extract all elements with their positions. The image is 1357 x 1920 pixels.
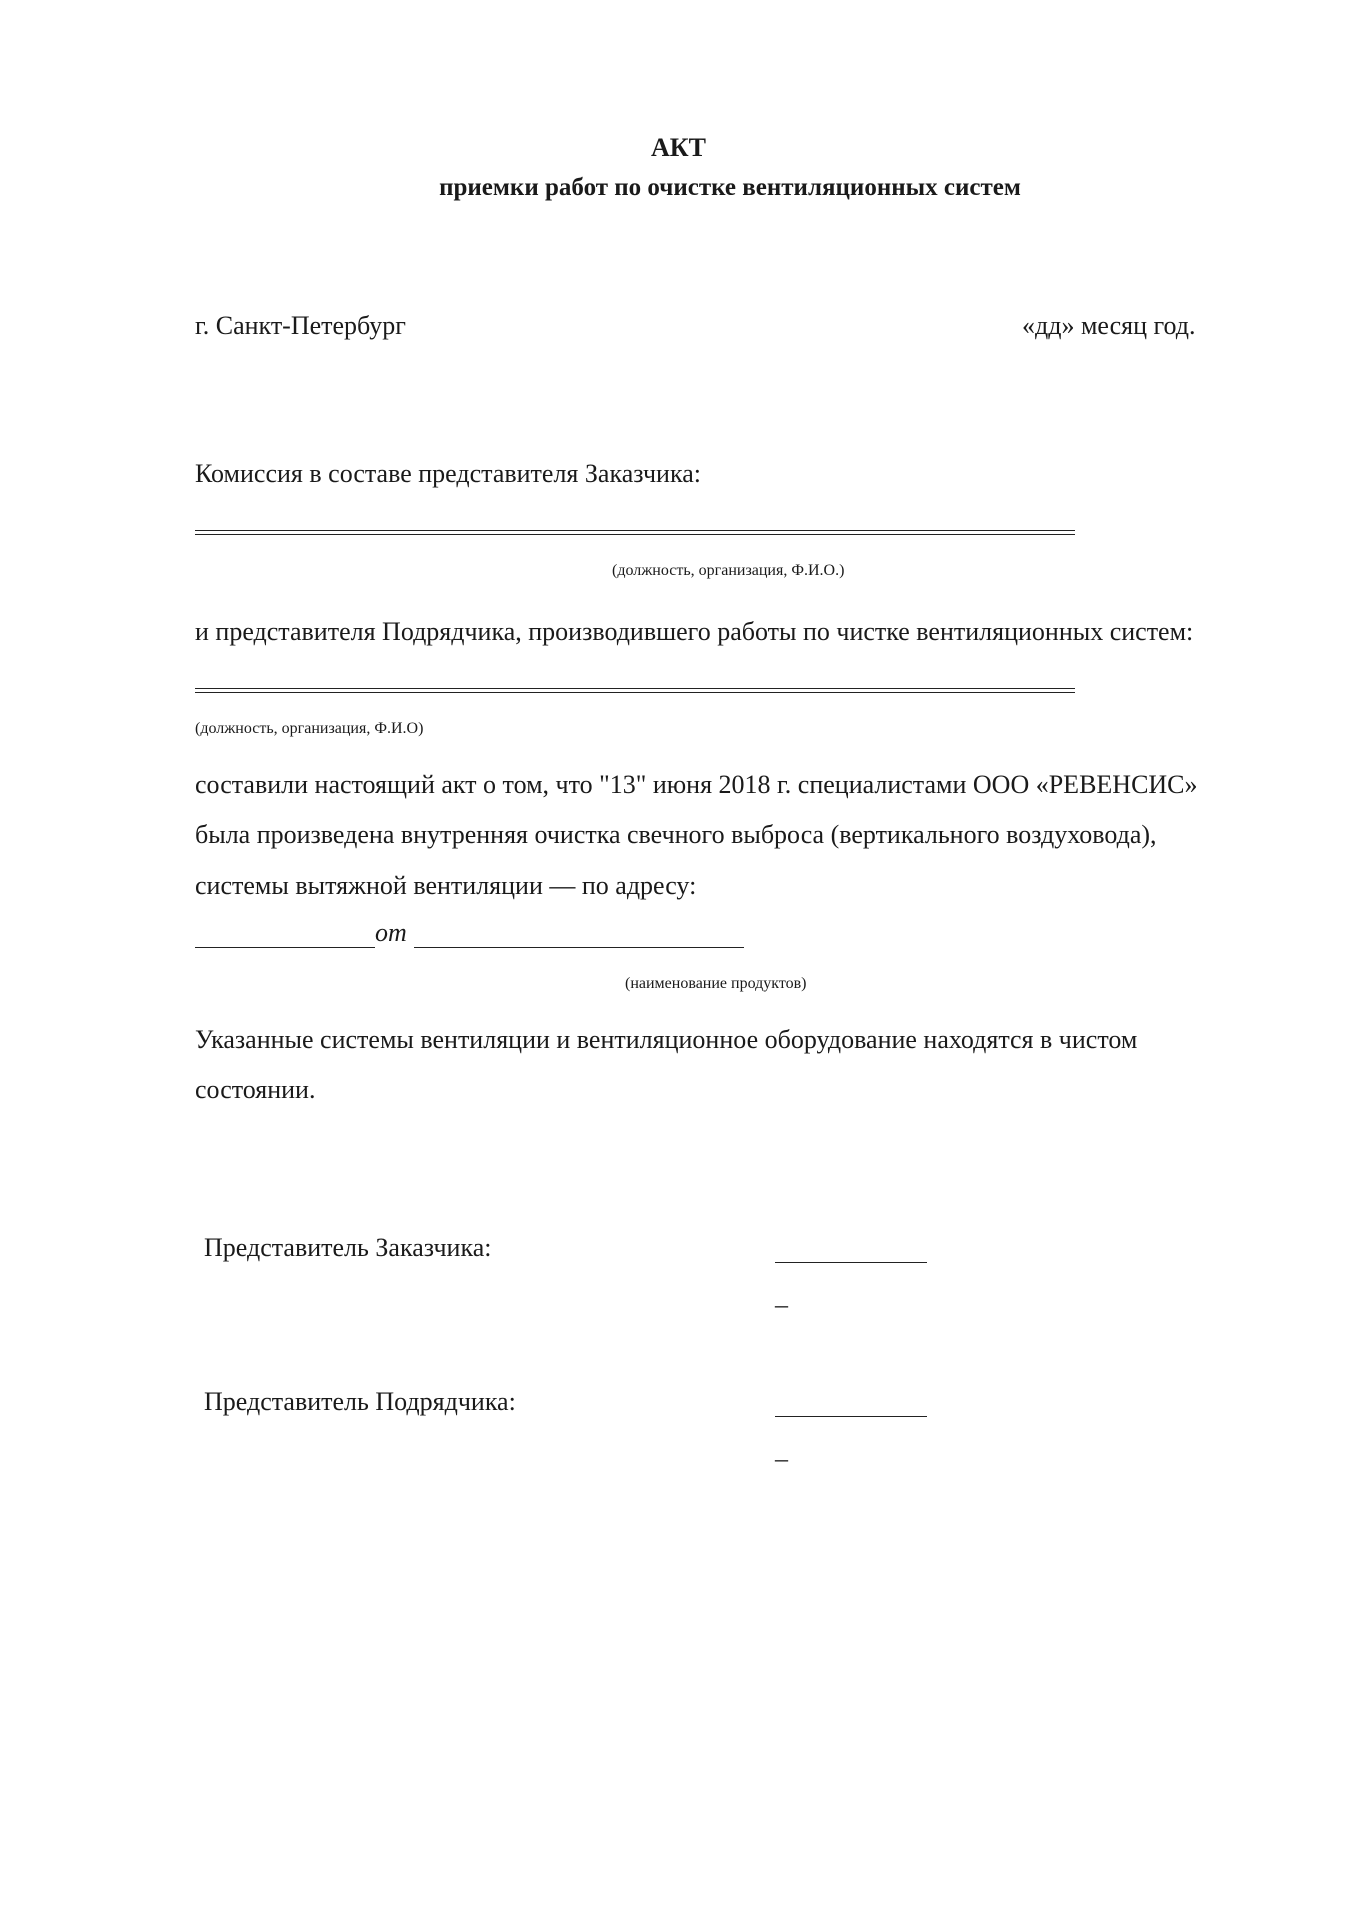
address-fill-line-left (195, 947, 375, 948)
contractor-signature-dash: – (775, 1444, 788, 1473)
contractor-intro-text: и представителя Подрядчика, производившего работы по чистке вентиляционных систем: (195, 617, 1194, 646)
customer-rep-label: Представитель Заказчика: (204, 1233, 492, 1262)
customer-intro-text: Комиссия в составе представителя Заказчика: (195, 459, 701, 488)
products-caption: (наименование продуктов) (625, 975, 807, 992)
address-fill-line-right (414, 947, 744, 948)
contractor-fill-line (195, 688, 1075, 693)
statement-line-3: системы вытяжной вентиляции — по адресу: (195, 871, 697, 900)
customer-fill-line (195, 530, 1075, 535)
customer-signature-dash: – (775, 1290, 788, 1319)
contractor-signature-line (775, 1416, 927, 1417)
document-title: АКТ (651, 133, 706, 162)
contractor-rep-label: Представитель Подрядчика: (204, 1387, 516, 1416)
document-subtitle: приемки работ по очистке вентиляционных систем (439, 174, 1021, 201)
statement-line-1: составили настоящий акт о том, что "13" июня 2018 г. специалистами ООО «РЕВЕНСИС» (195, 770, 1198, 799)
date-placeholder: «дд» месяц год. (1022, 311, 1196, 340)
conclusion-line-2: состоянии. (195, 1075, 316, 1104)
customer-caption: (должность, организация, Ф.И.О.) (612, 562, 845, 579)
conclusion-line-1: Указанные системы вентиляции и вентиляционное оборудование находятся в чистом (195, 1025, 1138, 1054)
customer-signature-line (775, 1262, 927, 1263)
city-label: г. Санкт-Петербург (195, 311, 406, 340)
statement-line-2: была произведена внутренняя очистка свечного выброса (вертикального воздуховода), (195, 820, 1157, 849)
contractor-caption: (должность, организация, Ф.И.О) (195, 720, 424, 737)
address-ot-text: от (375, 918, 407, 947)
